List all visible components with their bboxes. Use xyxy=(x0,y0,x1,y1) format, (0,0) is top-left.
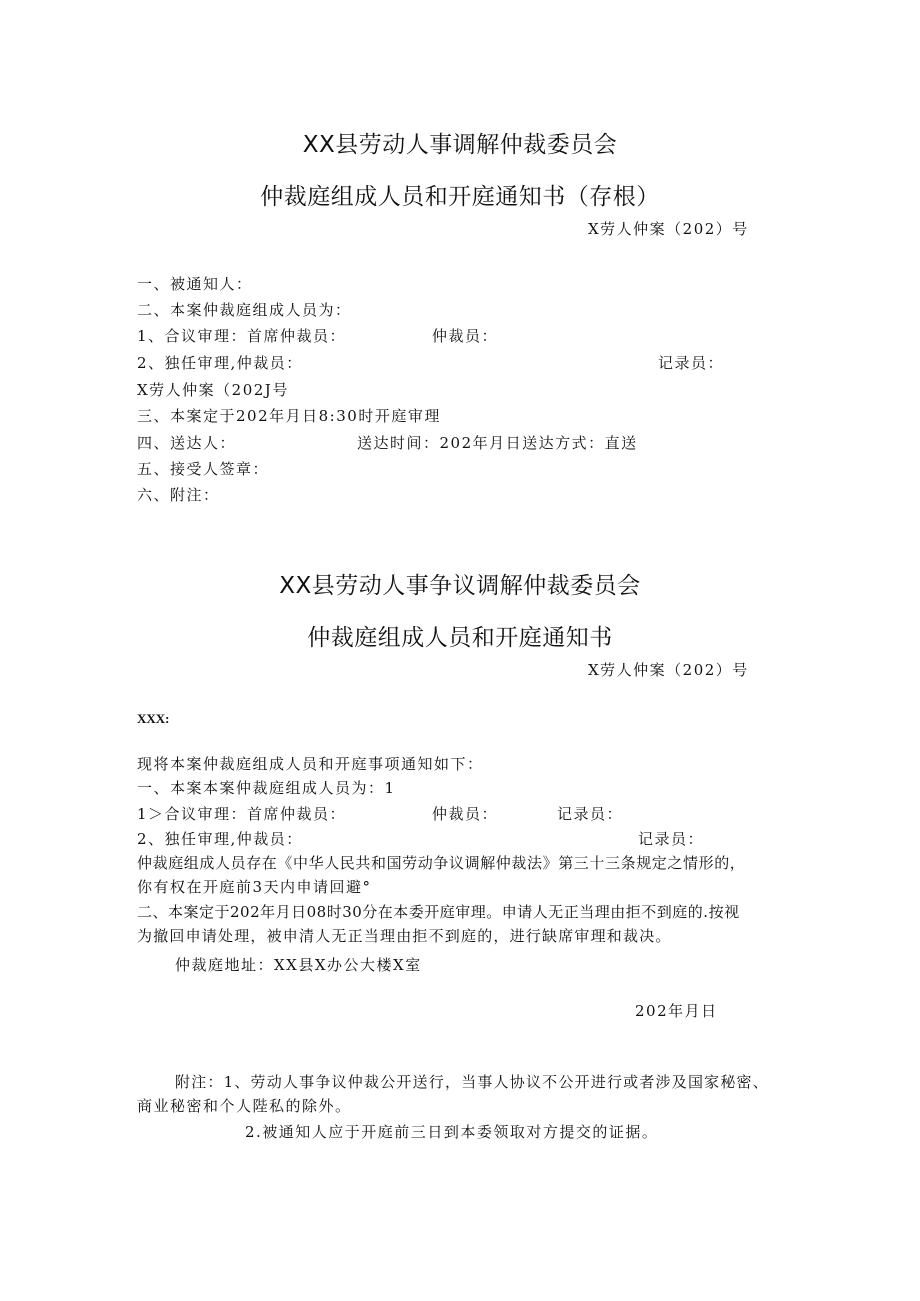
stub-title-doc: 仲裁庭组成人员和开庭通知书（存根） xyxy=(260,184,660,210)
stub-panel-chief: 1、合议审理：首席仲裁员： xyxy=(137,327,347,345)
notice-date: 202年月日 xyxy=(635,1002,718,1020)
stub-title-org: XX县劳动人事调解仲裁委员会 xyxy=(302,132,618,158)
notice-default-judgment: 为撤回申请处理，被申清人无正当理由拒不到庭的，进行缺席审理和裁决。 xyxy=(137,927,672,945)
notice-sole-arbitrator: 2、独任审理,仲裁员： xyxy=(137,830,303,848)
notice-note-1: 附注：1、劳动人事争议仲裁公开送行，当事人协议不公开进行或者涉及国家秘密、 xyxy=(175,1073,769,1091)
notice-addressee: XXX: xyxy=(137,711,170,726)
stub-recorder: 记录员： xyxy=(658,354,725,372)
notice-note-2: 2.被通知人应于开庭前三日到本委领取对方提交的证据。 xyxy=(245,1123,659,1141)
stub-tribunal-members: 二、本案仲裁庭组成人员为： xyxy=(137,301,352,319)
notice-recusal-right: 你有权在开庭前3天内申请回避° xyxy=(137,878,372,896)
notice-title-org: XX县劳动人事争议调解仲裁委员会 xyxy=(279,573,641,599)
notice-title-doc: 仲裁庭组成人员和开庭通知书 xyxy=(307,625,613,651)
stub-service-time: 送达时间：202年月日送达方式：直送 xyxy=(357,434,638,452)
stub-hearing-time: 三、本案定于202年月日8:30时开庭审理 xyxy=(137,407,441,425)
notice-intro: 现将本案仲裁庭组成人员和开庭事项通知如下： xyxy=(137,755,484,773)
stub-receiver-signature: 五、接受人签章： xyxy=(137,460,270,478)
stub-remarks: 六、附注： xyxy=(137,486,220,504)
notice-panel-recorder: 记录员： xyxy=(557,805,624,823)
stub-notified-party: 一、被通知人： xyxy=(137,275,253,293)
stub-sole-arbitrator: 2、独任审理,仲裁员： xyxy=(137,354,303,372)
notice-recusal-clause: 仲裁庭组成人员存在《中华人民共和国劳动争议调解仲裁法》第三十三条规定之情形的， xyxy=(137,854,746,872)
stub-case-ref: X劳人仲案（202J号 xyxy=(137,381,289,399)
notice-note-1-cont: 商业秘密和个人陛私的除外。 xyxy=(137,1097,352,1115)
notice-case-number: X劳人仲案（202）号 xyxy=(588,661,749,679)
notice-panel-arbitrator: 仲裁员： xyxy=(432,805,499,823)
stub-case-number: X劳人仲案（202）号 xyxy=(588,220,749,238)
stub-server: 四、送达人： xyxy=(137,434,237,452)
notice-panel-chief: 1＞合议审理：首席仲裁员： xyxy=(137,805,347,823)
stub-panel-arbitrator: 仲裁员： xyxy=(432,327,499,345)
notice-tribunal-members: 一、本案本案仲裁庭组成人员为：1 xyxy=(137,779,396,797)
notice-hearing-schedule: 二、本案定于202年月日08时30分在本委开庭审理。申请人无正当理由拒不到庭的.按视 xyxy=(137,903,740,921)
notice-sole-recorder: 记录员： xyxy=(638,830,705,848)
notice-tribunal-address: 仲裁庭地址：XX县X办公大楼X室 xyxy=(175,956,422,974)
